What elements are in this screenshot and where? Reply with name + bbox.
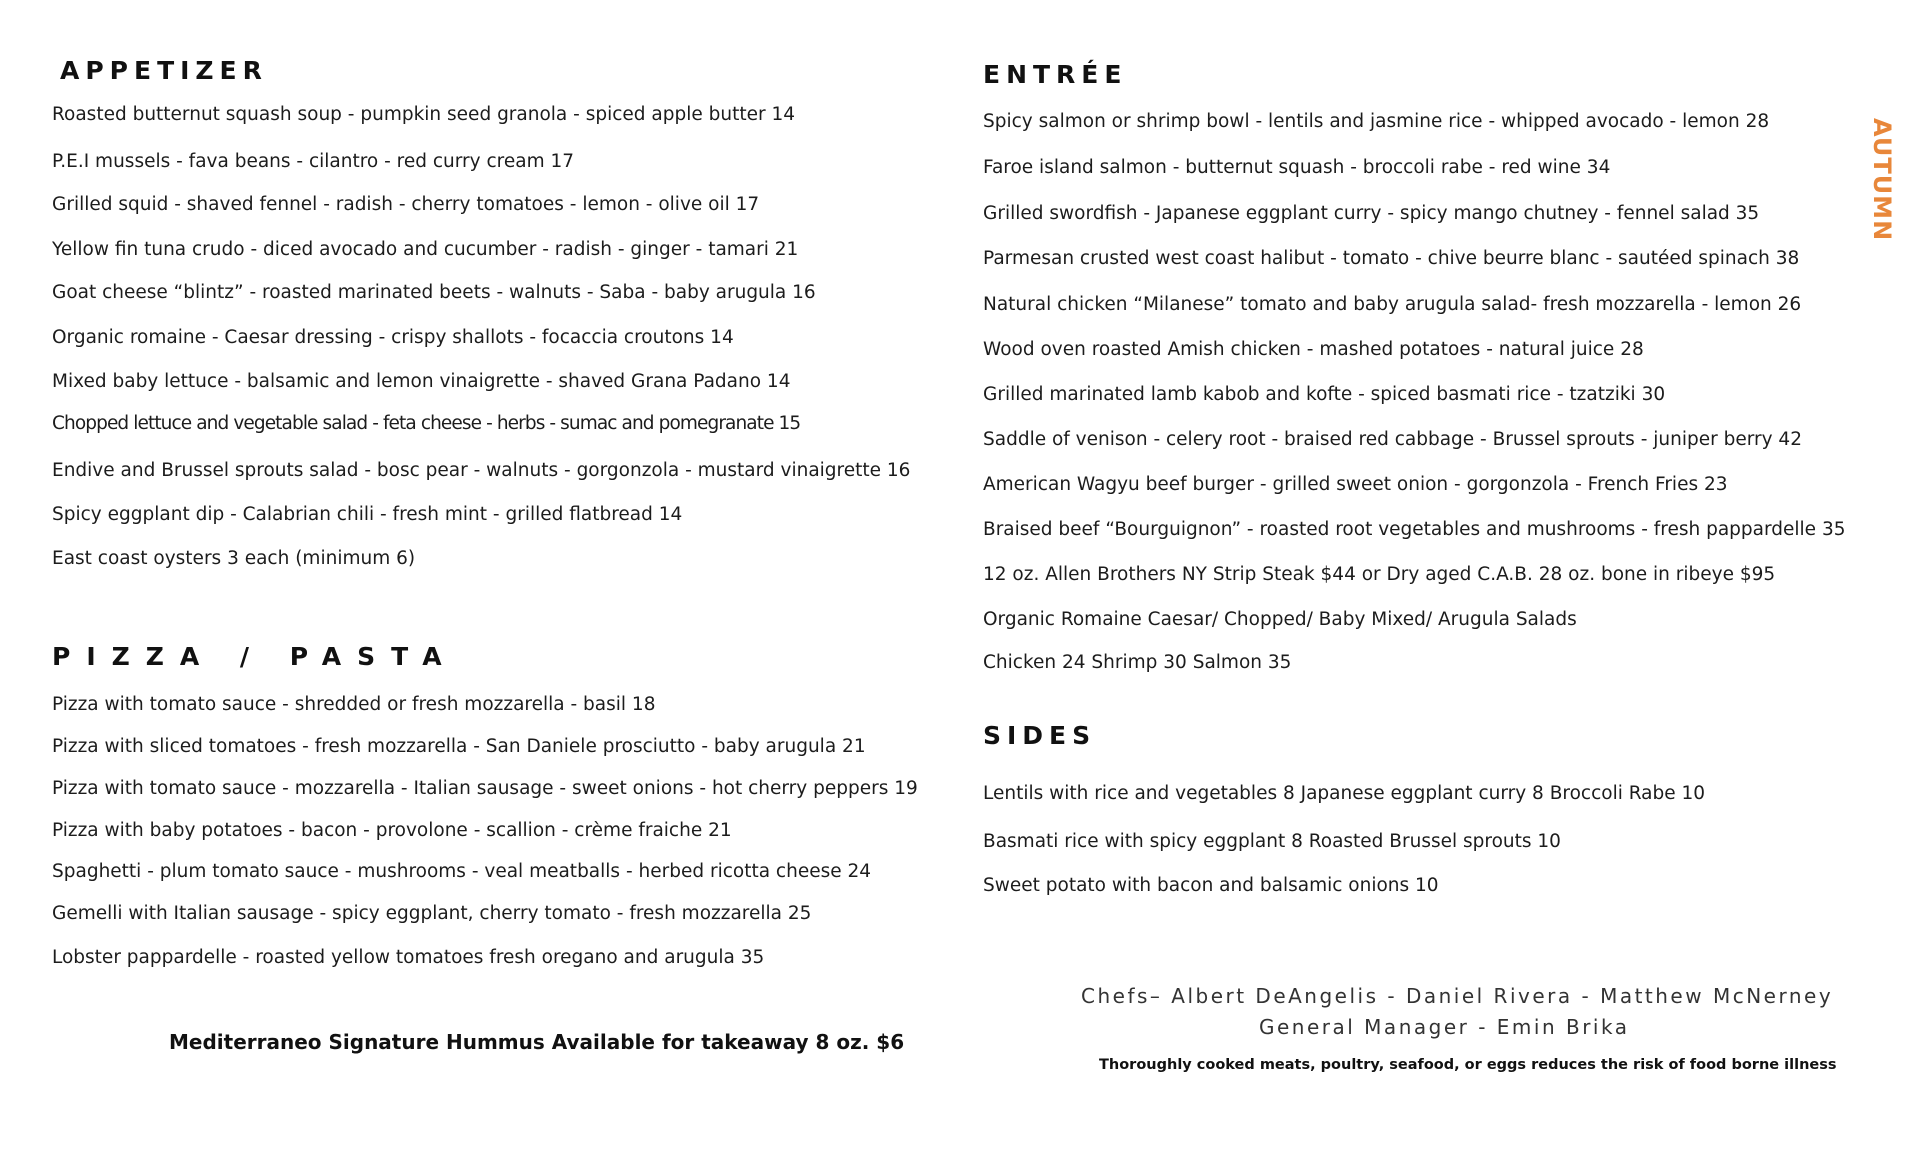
menu-item: Goat cheese “blintz” - roasted marinated beets - walnuts - Saba - baby arugula 16 xyxy=(52,282,816,303)
menu-item: Pizza with tomato sauce - shredded or fresh mozzarella - basil 18 xyxy=(52,694,656,715)
menu-item: Faroe island salmon - butternut squash - broccoli rabe - red wine 34 xyxy=(983,157,1611,178)
appetizer-heading: APPETIZER xyxy=(60,56,268,85)
menu-item: Lobster pappardelle - roasted yellow tomatoes fresh oregano and arugula 35 xyxy=(52,947,765,968)
sides-heading: SIDES xyxy=(983,721,1097,750)
menu-item: Chicken 24 Shrimp 30 Salmon 35 xyxy=(983,652,1292,673)
manager-credit: General Manager - Emin Brika xyxy=(1259,1015,1630,1039)
menu-item: Sweet potato with bacon and balsamic onions 10 xyxy=(983,875,1439,896)
pizza-pasta-heading: PIZZA / PASTA xyxy=(52,642,458,671)
menu-item: Grilled squid - shaved fennel - radish - cherry tomatoes - lemon - olive oil 17 xyxy=(52,194,760,215)
menu-item: Natural chicken “Milanese” tomato and baby arugula salad- fresh mozzarella - lemon 26 xyxy=(983,294,1802,315)
menu-item: P.E.I mussels - fava beans - cilantro - red curry cream 17 xyxy=(52,151,575,172)
menu-item: Organic Romaine Caesar/ Chopped/ Baby Mixed/ Arugula Salads xyxy=(983,609,1577,630)
menu-item: Roasted butternut squash soup - pumpkin seed granola - spiced apple butter 14 xyxy=(52,104,796,125)
menu-item: Spaghetti - plum tomato sauce - mushrooms - veal meatballs - herbed ricotta cheese 24 xyxy=(52,861,872,882)
menu-item: Spicy salmon or shrimp bowl - lentils and jasmine rice - whipped avocado - lemon 28 xyxy=(983,111,1770,132)
menu-item: Spicy eggplant dip - Calabrian chili - fresh mint - grilled flatbread 14 xyxy=(52,504,683,525)
season-label: AUTUMN xyxy=(1868,118,1896,242)
menu-item: Pizza with baby potatoes - bacon - provolone - scallion - crème fraiche 21 xyxy=(52,820,732,841)
menu-item: 12 oz. Allen Brothers NY Strip Steak $44 or Dry aged C.A.B. 28 oz. bone in ribeye $95 xyxy=(983,564,1776,585)
menu-item: Yellow fin tuna crudo - diced avocado and cucumber - radish - ginger - tamari 21 xyxy=(52,239,799,260)
menu-item: Wood oven roasted Amish chicken - mashed potatoes - natural juice 28 xyxy=(983,339,1644,360)
menu-item: Braised beef “Bourguignon” - roasted root vegetables and mushrooms - fresh pappardelle 35 xyxy=(983,519,1846,540)
menu-item: Basmati rice with spicy eggplant 8 Roasted Brussel sprouts 10 xyxy=(983,831,1561,852)
chefs-credit: Chefs– Albert DeAngelis - Daniel Rivera - Matthew McNerney xyxy=(1081,984,1834,1008)
menu-item: Chopped lettuce and vegetable salad - feta cheese - herbs - sumac and pomegranate 15 xyxy=(52,413,801,434)
menu-item: Mixed baby lettuce - balsamic and lemon vinaigrette - shaved Grana Padano 14 xyxy=(52,371,791,392)
right-column xyxy=(983,0,1863,1166)
menu-item: Gemelli with Italian sausage - spicy eggplant, cherry tomato - fresh mozzarella 25 xyxy=(52,903,812,924)
menu-item: Grilled swordfish - Japanese eggplant curry - spicy mango chutney - fennel salad 35 xyxy=(983,203,1760,224)
menu-item: Endive and Brussel sprouts salad - bosc pear - walnuts - gorgonzola - mustard vinaigrette 16 xyxy=(52,460,911,481)
menu-item: Grilled marinated lamb kabob and kofte - spiced basmati rice - tzatziki 30 xyxy=(983,384,1666,405)
menu-item: American Wagyu beef burger - grilled sweet onion - gorgonzola - French Fries 23 xyxy=(983,474,1728,495)
menu-item: Pizza with tomato sauce - mozzarella - Italian sausage - sweet onions - hot cherry peppers 19 xyxy=(52,778,918,799)
menu-item: Organic romaine - Caesar dressing - crispy shallots - focaccia croutons 14 xyxy=(52,327,734,348)
menu-item: Saddle of venison - celery root - braised red cabbage - Brussel sprouts - juniper berry 42 xyxy=(983,429,1802,450)
food-safety-disclaimer: Thoroughly cooked meats, poultry, seafood, or eggs reduces the risk of food borne illness xyxy=(1099,1057,1837,1073)
takeaway-note: Mediterraneo Signature Hummus Available for takeaway 8 oz. $6 xyxy=(169,1030,905,1054)
entree-heading: ENTRÉE xyxy=(983,60,1128,89)
menu-item: Lentils with rice and vegetables 8 Japanese eggplant curry 8 Broccoli Rabe 10 xyxy=(983,783,1706,804)
left-column xyxy=(52,0,932,1166)
menu-item: Pizza with sliced tomatoes - fresh mozzarella - San Daniele prosciutto - baby arugula 21 xyxy=(52,736,866,757)
menu-item: Parmesan crusted west coast halibut - tomato - chive beurre blanc - sautéed spinach 38 xyxy=(983,248,1800,269)
menu-item: East coast oysters 3 each (minimum 6) xyxy=(52,548,416,569)
